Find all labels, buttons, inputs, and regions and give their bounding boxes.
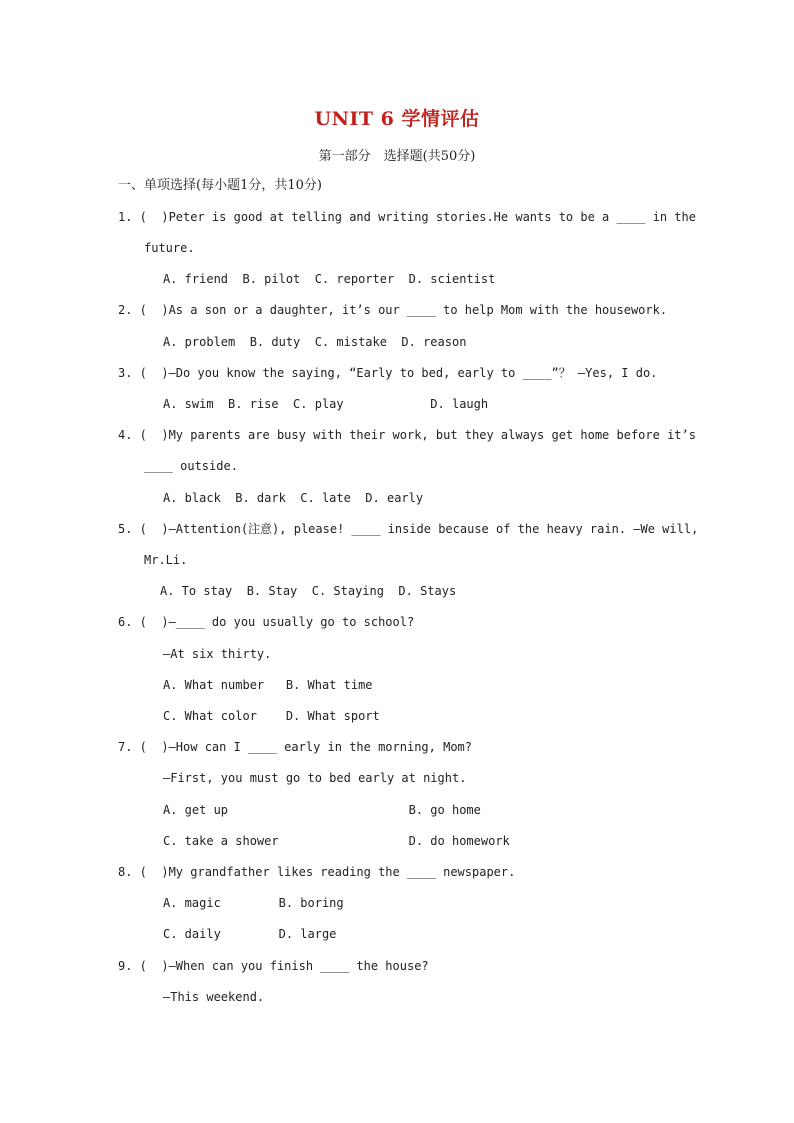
question-7-options-row1: A. get up B. go home <box>163 803 481 817</box>
question-6-answer: —At six thirty. <box>163 647 272 661</box>
question-2-stem: 2. ( )As a son or a daughter, it’s our ____ to help Mom with the housework. <box>118 303 668 317</box>
question-3-options: A. swim B. rise C. play D. laugh <box>163 397 489 411</box>
question-8-stem: 8. ( )My grandfather likes reading the ____ newspaper. <box>118 865 516 879</box>
section-heading: 一、单项选择(每小题1分，共10分) <box>118 178 322 193</box>
question-8-options-row1: A. magic B. boring <box>163 896 344 910</box>
page-title: UNIT 6 学情评估 <box>314 108 480 130</box>
question-7-stem: 7. ( )—How can I ____ early in the morning, Mom? <box>118 740 473 754</box>
question-5-stem: 5. ( )—Attention(注意), please! ____ inside because of the heavy rain. —We will, <box>118 522 699 536</box>
question-7-answer: —First, you must go to bed early at night. <box>163 771 467 785</box>
question-5-options: A. To stay B. Stay C. Staying D. Stays <box>160 584 457 598</box>
question-9-answer: —This weekend. <box>163 990 265 1004</box>
question-1-options: A. friend B. pilot C. reporter D. scientist <box>163 272 496 286</box>
part-subtitle: 第一部分 选择题(共50分) <box>318 149 476 164</box>
question-4-options: A. black B. dark C. late D. early <box>163 491 424 505</box>
question-1-stem: 1. ( )Peter is good at telling and writing stories.He wants to be a ____ in the <box>118 210 696 224</box>
question-5-stem-cont: Mr.Li. <box>144 553 188 567</box>
question-2-options: A. problem B. duty C. mistake D. reason <box>163 335 467 349</box>
question-6-options-row2: C. What color D. What sport <box>163 709 380 723</box>
question-6-stem: 6. ( )—____ do you usually go to school? <box>118 615 415 629</box>
question-3-stem: 3. ( )—Do you know the saying, “Early to bed, early to ____”？ —Yes, I do. <box>118 366 658 380</box>
question-9-stem: 9. ( )—When can you finish ____ the house? <box>118 959 429 973</box>
question-1-stem-cont: future. <box>144 241 195 255</box>
question-4-stem-cont: ____ outside. <box>144 459 238 473</box>
question-6-options-row1: A. What number B. What time <box>163 678 373 692</box>
question-7-options-row2: C. take a shower D. do homework <box>163 834 510 848</box>
question-4-stem: 4. ( )My parents are busy with their work, but they always get home before it’s <box>118 428 696 442</box>
question-8-options-row2: C. daily D. large <box>163 927 337 941</box>
